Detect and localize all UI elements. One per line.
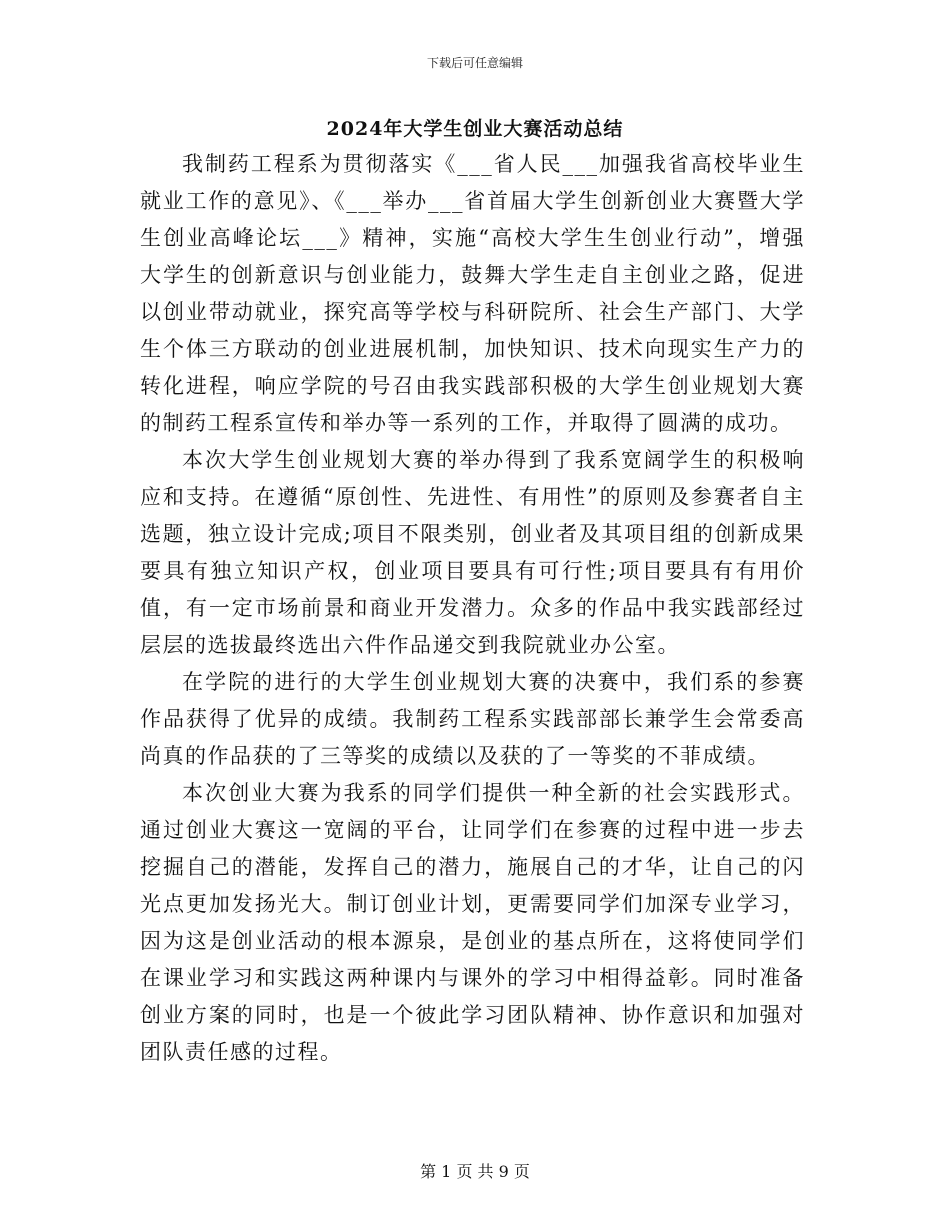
paragraph: 我制药工程系为贯彻落实《___省人民___加强我省高校毕业生就业工作的意见》、《___举办___省首届大学生创新创业大赛暨大学生创业高峰论坛___》精神，实施“高校大学生生创业行动”，增强大学生的创新意识与创业能力，鼓舞大学生走自主创业之路，促进以创业带动就业，探究高等学校与科研院所、社会生产部门、大学生个体三方联动的创业进展机制，加快知识、技术向现实生产力的转化进程，响应学院的号召由我实践部积极的大学生创业规划大赛的制药工程系宣传和举办等一系列的工作，并取得了圆满的成功。 bbox=[140, 152, 805, 435]
paragraph: 在学院的进行的大学生创业规划大赛的决赛中，我们系的参赛作品获得了优异的成绩。我制药工程系实践部部长兼学生会常委高尚真的作品获的了三等奖的成绩以及获的了一等奖的不菲成绩。 bbox=[140, 670, 805, 768]
paragraph: 本次大学生创业规划大赛的举办得到了我系宽阔学生的积极响应和支持。在遵循“原创性、先进性、有用性”的原则及参赛者自主选题，独立设计完成;项目不限类别，创业者及其项目组的创新成果要具有独立知识产权，创业项目要具有可行性;项目要具有有用价值，有一定市场前景和商业开发潜力。众多的作品中我实践部经过层层的选拔最终选出六件作品递交到我院就业办公室。 bbox=[140, 448, 805, 657]
document-body bbox=[140, 146, 805, 1071]
header-note: 下载后可任意编辑 bbox=[426, 56, 523, 70]
paragraph: 本次创业大赛为我系的同学们提供一种全新的社会实践形式。通过创业大赛这一宽阔的平台，让同学们在参赛的过程中进一步去挖掘自己的潜能，发挥自己的潜力，施展自己的才华，让自己的闪光点更加发扬光大。制订创业计划，更需要同学们加深专业学习，因为这是创业活动的根本源泉，是创业的基点所在，这将使同学们在课业学习和实践这两种课内与课外的学习中相得益彰。同时准备创业方案的同时，也是一个彼此学习团队精神、协作意识和加强对团队责任感的过程。 bbox=[140, 781, 805, 1064]
page-number: 第 1 页 共 9 页 bbox=[420, 1162, 530, 1181]
document-title: 2024年大学生创业大赛活动总结 bbox=[326, 118, 624, 140]
